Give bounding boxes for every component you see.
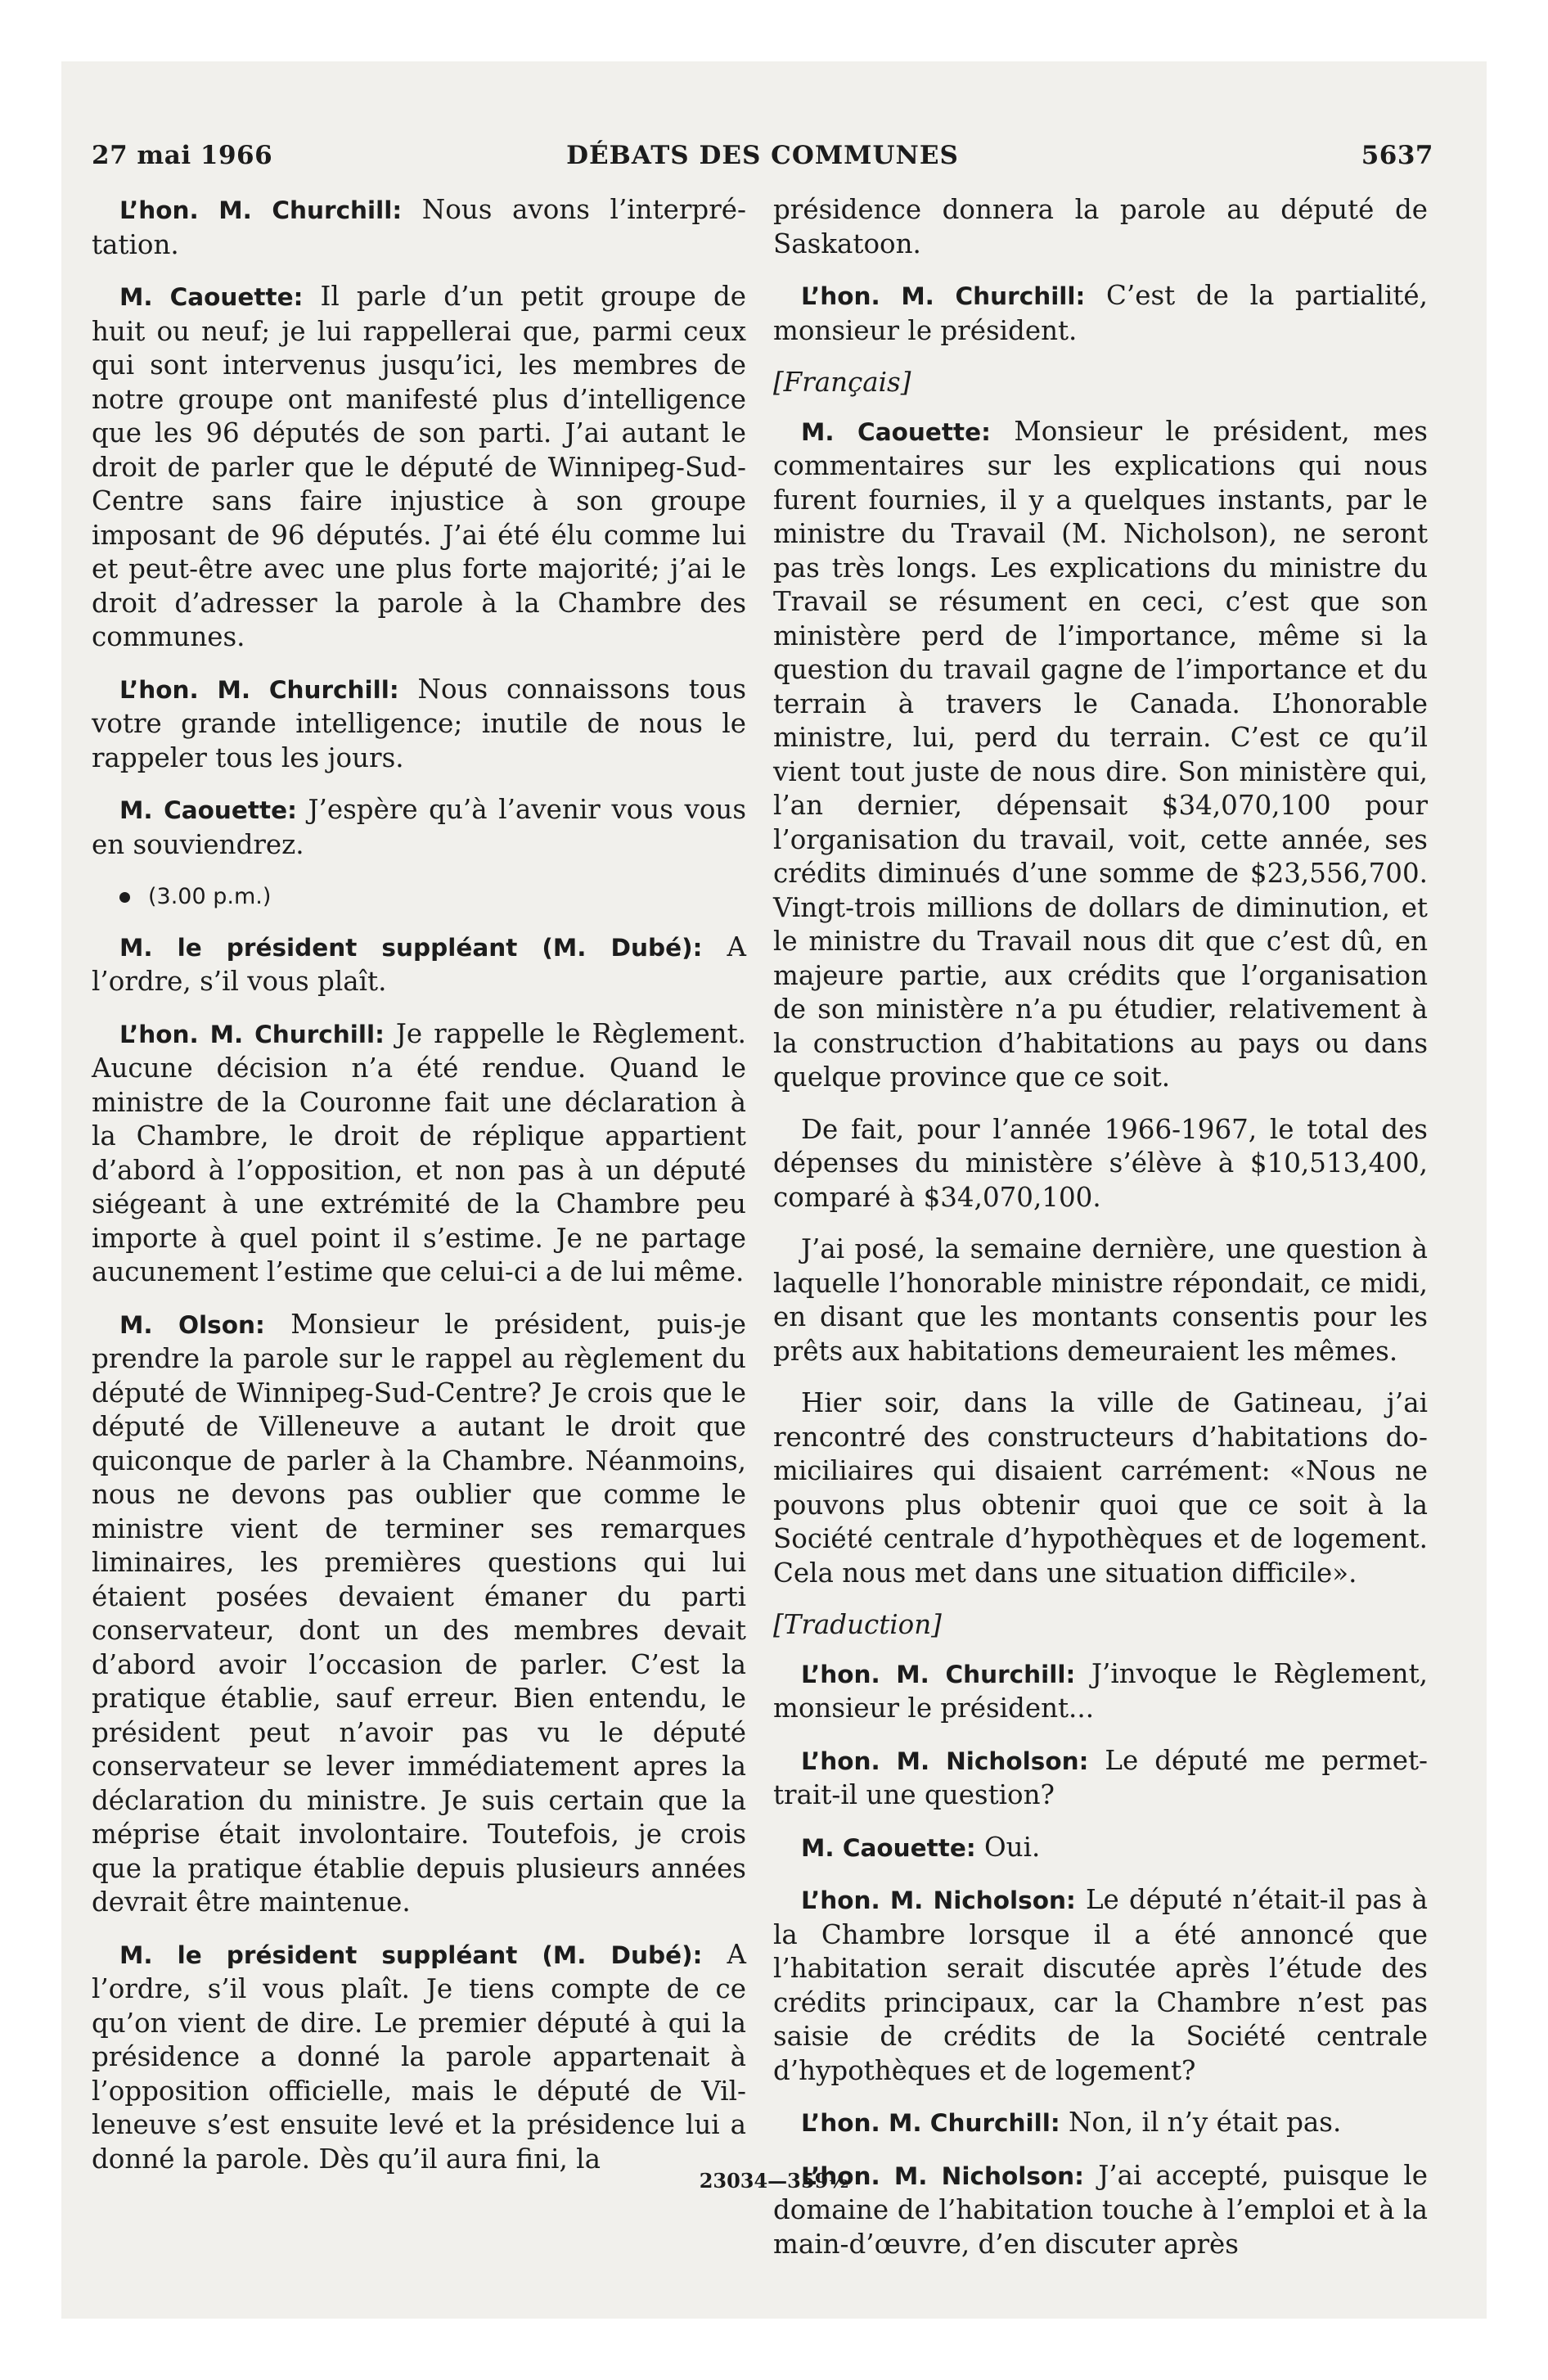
paragraph-text: J’invoque le Règlement, monsieur le président... xyxy=(773,1657,1429,1724)
paragraph xyxy=(773,1744,1428,1813)
paragraph xyxy=(92,673,746,776)
paragraph xyxy=(773,2106,1428,2141)
speaker-name: M. Caouette: xyxy=(119,283,304,311)
language-tag: [Traduction] xyxy=(773,1609,942,1640)
paragraph xyxy=(92,1938,746,2177)
paragraph xyxy=(92,931,746,999)
paragraph xyxy=(92,1017,746,1290)
speaker-name: M. Olson: xyxy=(119,1310,265,1339)
paragraph-text: Le député me permettrait-il une question? xyxy=(773,1744,1428,1810)
paragraph xyxy=(773,1113,1428,1215)
paragraph-text: présidence donnera la parole au député de Saskatoon. xyxy=(773,194,1428,259)
right-column xyxy=(773,193,1428,2279)
speaker-name: M. le président suppléant (M. Dubé): xyxy=(119,1941,703,1969)
speaker-name: M. Caouette: xyxy=(801,1833,976,1862)
speaker-name: L’hon. M. Churchill: xyxy=(801,2109,1060,2137)
paragraph xyxy=(773,1233,1428,1368)
paragraph xyxy=(773,1386,1428,1590)
paragraph-text: Je rappelle le Règlement. Aucune décision n’a été rendue. Quand le ministre de la Couronne fait une déclaration à la Chambre, le droit de réplique appartient d’abord à l’opposition, et non pas à un député siégeant à une extrémité de la Chambre peu importe à quel point il s’estime. Je ne partage aucunement l’estime que celui-ci a de lui même. xyxy=(92,1017,747,1287)
paragraph-text: A l’ordre, s’il vous plaît. xyxy=(92,931,746,997)
speaker-name: L’hon. M. Churchill: xyxy=(119,196,403,224)
speaker-name: L’hon. M. Churchill: xyxy=(119,1020,385,1048)
paragraph xyxy=(773,193,1428,261)
paragraph-text: Oui. xyxy=(975,1831,1041,1863)
paragraph xyxy=(92,793,746,862)
speaker-name: L’hon. M. Churchill: xyxy=(801,282,1086,310)
paragraph xyxy=(773,1883,1428,2088)
paragraph-text: J’ai posé, la semaine dernière, une question à laquelle l’honorable ministre répondait, ce midi, en disant que les montants consentis pour les prêts aux habitations demeuraient les mêmes. xyxy=(773,1233,1428,1367)
header-date: 27 mai 1966 xyxy=(92,141,273,170)
page-header xyxy=(92,141,1433,182)
footer-code: 23034—359½ xyxy=(699,2169,849,2193)
paragraph-text: Non, il n’y était pas. xyxy=(1060,2107,1342,2138)
time-text: (3.00 p.m.) xyxy=(148,884,272,909)
speaker-name: M. Caouette: xyxy=(801,417,991,446)
paragraph-text: A l’ordre, s’il vous plaît. Je tiens compte de ce qu’on vient de dire. Le premier député à qui la présidence a donné la parole appartenait à l’opposition officielle, mais le député de Villeneuve s’est ensuite levé et la présidence lui a donné la parole. Dès qu’il aura fini, la xyxy=(92,1938,746,2175)
paragraph xyxy=(92,1308,746,1920)
paragraph xyxy=(773,415,1428,1095)
speaker-name: L’hon. M. Churchill: xyxy=(119,675,399,704)
paragraph-text: Monsieur le président, mes commentaires sur les explications qui nous furent fournies, il y a quelques instants, par le ministre du Travail (M. Nicholson), ne seront pas très longs. Les explications du ministre du Travail se résument en ceci, c’est que son ministère perd de l’importance, même si la question du travail gagne de l’importance et du terrain à travers le Canada. L’honorable ministre, lui, perd du terrain. C’est ce qu’il vient tout juste de nous dire. Son ministère qui, l’an dernier, dépensait $34,070,100 pour l’organisation du travail, voit, cette année, ses crédits diminués d’une somme de $23,556,700. Vingt-trois millions de dollars de diminution, et le ministre du Travail nous dit que c’est dû, en majeure partie, aux crédits que l’organisation de son ministère n’a pu étudier, relativement à la construction d’habitations au pays ou dans quelque province que ce soit. xyxy=(773,415,1428,1093)
paragraph-text: Il parle d’un petit groupe de huit ou neuf; je lui rappellerai que, parmi ceux qui sont intervenus jusqu’ici, les membres de notre groupe ont manifesté plus d’intelligence que les 96 députés de son parti. J’ai autant le droit de parler que le député de Winnipeg-Sud-Centre sans faire injustice à son groupe imposant de 96 députés. J’ai été élu comme lui et peut-être avec une plus forte majorité; j’ai le droit d’adresser la parole à la Chambre des communes. xyxy=(92,281,746,652)
paragraph-text: Nous avons l’interprétation. xyxy=(92,194,746,260)
paragraph-text: Hier soir, dans la ville de Gatineau, j’ai rencontré des constructeurs d’habitations domiciliaires qui disaient carrément: «Nous ne pouvons plus obtenir quoi que ce soit à la Société centrale d’hypothèques et de logement. Cela nous met dans une situation difficile». xyxy=(773,1387,1428,1589)
paragraph-text: J’ai accepté, puisque le domaine de l’habitation touche à l’emploi et à la main-d’œuvre, d’en discuter après xyxy=(773,2159,1428,2260)
paragraph xyxy=(773,1657,1428,1726)
paragraph-text: Le député n’était-il pas à la Chambre lorsque il a été annoncé que l’habitation serait discutée après l’étude des crédits principaux, car la Chambre n’est pas saisie de crédits de la Société centrale d’hypothèques et de logement? xyxy=(773,1884,1428,2086)
left-column xyxy=(92,193,746,2194)
paragraph xyxy=(92,193,746,262)
paragraph-text: C’est de la partialité, monsieur le président. xyxy=(773,280,1428,346)
paragraph-text: Nous connaissons tous votre grande intelligence; inutile de nous le rappeler tous les jours. xyxy=(92,673,747,773)
page-number: 5637 xyxy=(1361,141,1433,170)
header-title: DÉBATS DES COMMUNES xyxy=(566,141,959,170)
language-tag: [Français] xyxy=(773,367,911,398)
speaker-name: M. le président suppléant (M. Dubé): xyxy=(119,933,703,962)
speaker-name: L’hon. M. Nicholson: xyxy=(801,1747,1089,1775)
paragraph xyxy=(92,280,746,655)
speaker-name: L’hon. M. Churchill: xyxy=(801,1660,1076,1688)
paragraph xyxy=(773,1831,1428,1866)
bullet-icon xyxy=(119,892,130,903)
speaker-name: M. Caouette: xyxy=(119,796,297,824)
paragraph-text: Monsieur le président, puis-je prendre la parole sur le rappel au règlement du député de Winnipeg-Sud-Centre? Je crois que le député de Villeneuve a autant le droit que quiconque de parler à la Chambre. Néanmoins, nous ne devons pas oublier que comme le ministre vient de terminer ses remarques liminaires, les premières questions qui lui étaient posées devaient émaner du parti conservateur, dont un des membres devait d’abord avoir l’occasion de parler. C’est la pratique établie, sauf erreur. Bien entendu, le président peut n’avoir pas vu le député conservateur se lever immédiatement apres la déclaration du ministre. Je suis certain que la méprise était involontaire. Toutefois, je crois que la pratique établie depuis plusieurs années devrait être maintenue. xyxy=(92,1308,746,1918)
paragraph xyxy=(773,279,1428,348)
speaker-name: L’hon. M. Nicholson: xyxy=(801,2161,1084,2190)
time-marker xyxy=(92,880,746,914)
speaker-name: L’hon. M. Nicholson: xyxy=(801,1886,1076,1914)
paragraph-text: De fait, pour l’année 1966-1967, le total des dépenses du ministère s’élève à $10,513,400, comparé à $34,070,100. xyxy=(773,1113,1428,1213)
paragraph-text: J’espère qu’à l’avenir vous vous en souviendrez. xyxy=(92,794,746,860)
